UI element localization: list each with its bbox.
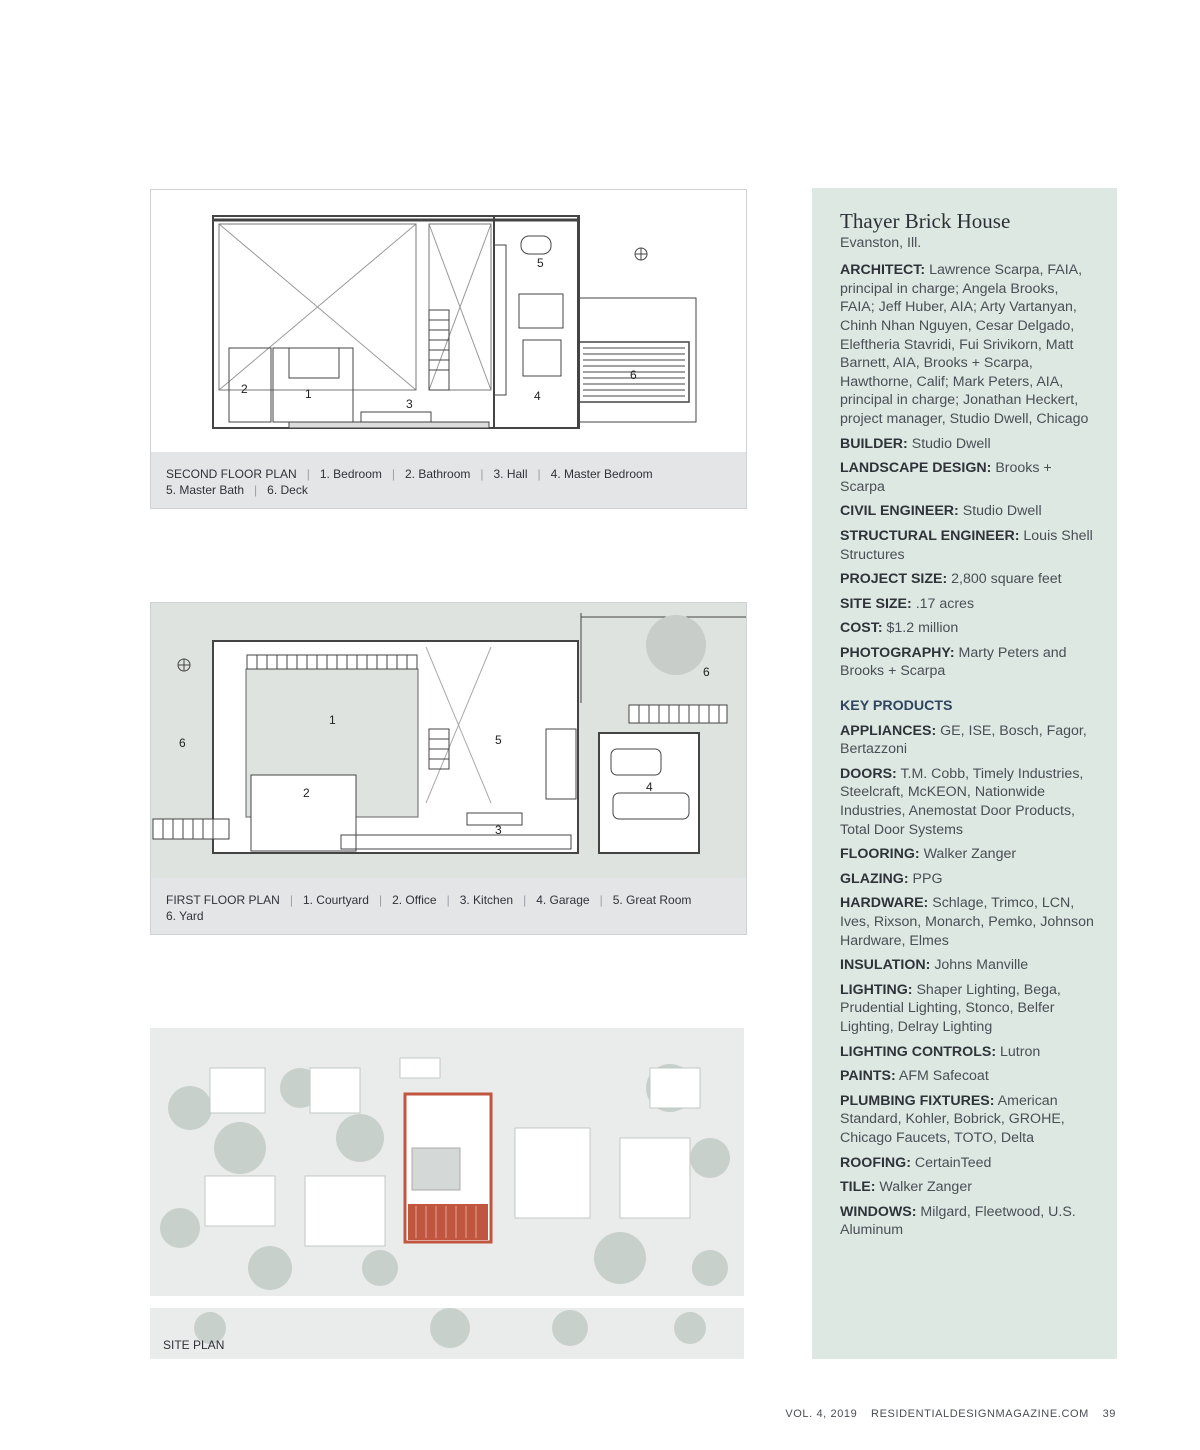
first-floor-label-3: 3 <box>495 823 502 837</box>
caption-title: SECOND FLOOR PLAN <box>166 467 297 481</box>
entry-value: Marty Peters and Brooks + Scarpa <box>840 644 1067 680</box>
credit-entry <box>840 527 1097 564</box>
entry-value: AFM Safecoat <box>898 1068 989 1085</box>
credits-list <box>840 261 1097 681</box>
footer-volume: VOL. 4, 2019 <box>785 1408 858 1420</box>
second-floor-label-2: 2 <box>241 382 248 396</box>
credit-entry <box>840 435 1097 454</box>
entry-label: TILE: <box>840 1179 876 1196</box>
entry-label: PLUMBING FIXTURES: <box>840 1092 995 1109</box>
key-products-heading: KEY PRODUCTS <box>840 698 953 715</box>
entry-label: LIGHTING CONTROLS: <box>840 1043 997 1060</box>
first-floor-plan-panel <box>150 602 747 935</box>
second-floor-label-4: 4 <box>534 389 541 403</box>
caption-title: FIRST FLOOR PLAN <box>166 893 280 907</box>
legend-item: 5. Great Room <box>612 893 692 907</box>
credit-entry <box>840 459 1097 496</box>
entry-value: T.M. Cobb, Timely Industries, Steelcraft, McKEON, Nationwide Industries, Anemostat Door Products, Total Door Systems <box>840 765 1084 838</box>
product-entry <box>840 1203 1097 1240</box>
first-floor-caption: FIRST FLOOR PLAN | 1. Courtyard | 2. Office | 3. Kitchen | 4. Garage | 5. Great Room 6. Yard <box>151 878 746 934</box>
entry-value: Louis Shell Structures <box>840 527 1093 563</box>
product-entry <box>840 1154 1097 1173</box>
first-floor-label-1: 1 <box>329 713 336 727</box>
entry-value: PPG <box>912 870 943 887</box>
legend-item: 2. Bathroom <box>405 467 471 481</box>
entry-label: DOORS: <box>840 765 897 782</box>
product-entry <box>840 894 1097 950</box>
entry-label: PROJECT SIZE: <box>840 571 948 588</box>
product-entry <box>840 981 1097 1037</box>
legend-item: 1. Bedroom <box>319 467 382 481</box>
entry-value: Brooks + Scarpa <box>840 460 1052 495</box>
credit-entry <box>840 570 1097 589</box>
entry-value: Shaper Lighting, Bega, Prudential Lighting, Stonco, Belfer Lighting, Delray Lighting <box>840 981 1061 1035</box>
entry-label: PHOTOGRAPHY: <box>840 644 955 661</box>
entry-label: APPLIANCES: <box>840 722 937 739</box>
entry-label: ROOFING: <box>840 1154 911 1171</box>
credit-entry <box>840 644 1097 681</box>
entry-label: ARCHITECT: <box>840 262 926 279</box>
credit-entry <box>840 619 1097 638</box>
credit-entry <box>840 502 1097 521</box>
credit-entry <box>840 595 1097 614</box>
entry-value: Lawrence Scarpa, FAIA, principal in charge; Angela Brooks, FAIA; Jeff Huber, AIA; Arty Vartanyan, Chinh Nhan Nguyen, Cesar Delgado, Eleftheria Stavridi, Fui Srivikorn, Matt Barnett, AIA, Brooks + Scarpa, Hawthorne, Calif; Mark Peters, AIA, principal in charge; Jonathan Heckert, project manager, Studio Dwell, Chicago <box>840 262 1089 427</box>
legend-item: 3. Hall <box>493 467 528 481</box>
entry-value: Studio Dwell <box>911 435 991 452</box>
entry-value: Lutron <box>1000 1043 1041 1060</box>
entry-value: Schlage, Trimco, LCN, Ives, Rixson, Monarch, Pemko, Johnson Hardware, Elmes <box>840 895 1094 949</box>
product-entry <box>840 1043 1097 1062</box>
products-list <box>840 722 1097 1240</box>
entry-label: CIVIL ENGINEER: <box>840 503 959 520</box>
entry-value: $1.2 million <box>886 620 959 637</box>
entry-value: .17 acres <box>915 595 975 612</box>
entry-value: American Standard, Kohler, Bobrick, GROHE, Chicago Faucets, TOTO, Delta <box>840 1092 1065 1146</box>
project-location: Evanston, Ill. <box>840 234 922 251</box>
legend-item: 6. Yard <box>166 909 204 923</box>
first-floor-label-4: 4 <box>646 780 653 794</box>
entry-value: Walker Zanger <box>923 846 1017 863</box>
credit-entry <box>840 261 1097 428</box>
product-entry <box>840 956 1097 975</box>
entry-value: Studio Dwell <box>962 503 1042 520</box>
project-credits-sidebar <box>812 188 1117 1359</box>
legend-item: 1. Courtyard <box>302 893 369 907</box>
entry-label: WINDOWS: <box>840 1203 917 1220</box>
entry-label: COST: <box>840 620 883 637</box>
entry-value: GE, ISE, Bosch, Fagor, Bertazzoni <box>840 722 1087 758</box>
first-floor-label-6-yard-left: 6 <box>179 736 186 750</box>
legend-item: 2. Office <box>392 893 437 907</box>
site-plan-caption: SITE PLAN <box>163 1338 225 1352</box>
second-floor-label-5: 5 <box>537 256 544 270</box>
entry-value: Milgard, Fleetwood, U.S. Aluminum <box>840 1203 1076 1239</box>
product-entry <box>840 870 1097 889</box>
second-floor-plan-panel <box>150 189 747 509</box>
entry-value: Johns Manville <box>934 957 1029 974</box>
footer-site: RESIDENTIALDESIGNMAGAZINE.COM <box>871 1408 1089 1420</box>
page-footer <box>775 1408 1116 1420</box>
first-floor-label-5: 5 <box>495 733 502 747</box>
site-plan-panel <box>150 1028 744 1359</box>
first-floor-label-6-yard-right: 6 <box>703 665 710 679</box>
second-floor-label-3: 3 <box>406 397 413 411</box>
second-floor-plan-drawing <box>151 190 746 452</box>
entry-label: FLOORING: <box>840 846 920 863</box>
entry-label: LIGHTING: <box>840 981 913 998</box>
legend-item: 4. Garage <box>536 893 590 907</box>
entry-label: SITE SIZE: <box>840 595 912 612</box>
site-plan-drawing <box>150 1028 744 1359</box>
product-entry <box>840 765 1097 839</box>
legend-item: 5. Master Bath <box>166 483 245 497</box>
product-entry <box>840 845 1097 864</box>
entry-label: LANDSCAPE DESIGN: <box>840 460 992 477</box>
legend-item: 6. Deck <box>267 483 308 497</box>
second-floor-label-1: 1 <box>305 387 312 401</box>
entry-value: Walker Zanger <box>879 1179 972 1196</box>
entry-label: BUILDER: <box>840 435 908 452</box>
entry-value: 2,800 square feet <box>951 571 1062 588</box>
entry-label: HARDWARE: <box>840 895 929 912</box>
second-floor-label-6: 6 <box>630 368 637 382</box>
entry-label: STRUCTURAL ENGINEER: <box>840 527 1020 544</box>
legend-item: 4. Master Bedroom <box>550 467 653 481</box>
product-entry <box>840 722 1097 759</box>
product-entry <box>840 1178 1097 1197</box>
entry-label: GLAZING: <box>840 870 909 887</box>
entry-label: PAINTS: <box>840 1068 896 1085</box>
first-floor-label-2: 2 <box>303 786 310 800</box>
entry-value: CertainTeed <box>914 1154 992 1171</box>
product-entry <box>840 1092 1097 1148</box>
first-floor-plan-drawing <box>151 603 746 878</box>
entry-label: INSULATION: <box>840 957 931 974</box>
project-title: Thayer Brick House <box>840 209 1011 233</box>
second-floor-caption: SECOND FLOOR PLAN | 1. Bedroom | 2. Bathroom | 3. Hall | 4. Master Bedroom 5. Master Bath | 6. Deck <box>151 452 746 508</box>
product-entry <box>840 1067 1097 1086</box>
footer-page-number: 39 <box>1102 1408 1116 1420</box>
legend-item: 3. Kitchen <box>459 893 514 907</box>
